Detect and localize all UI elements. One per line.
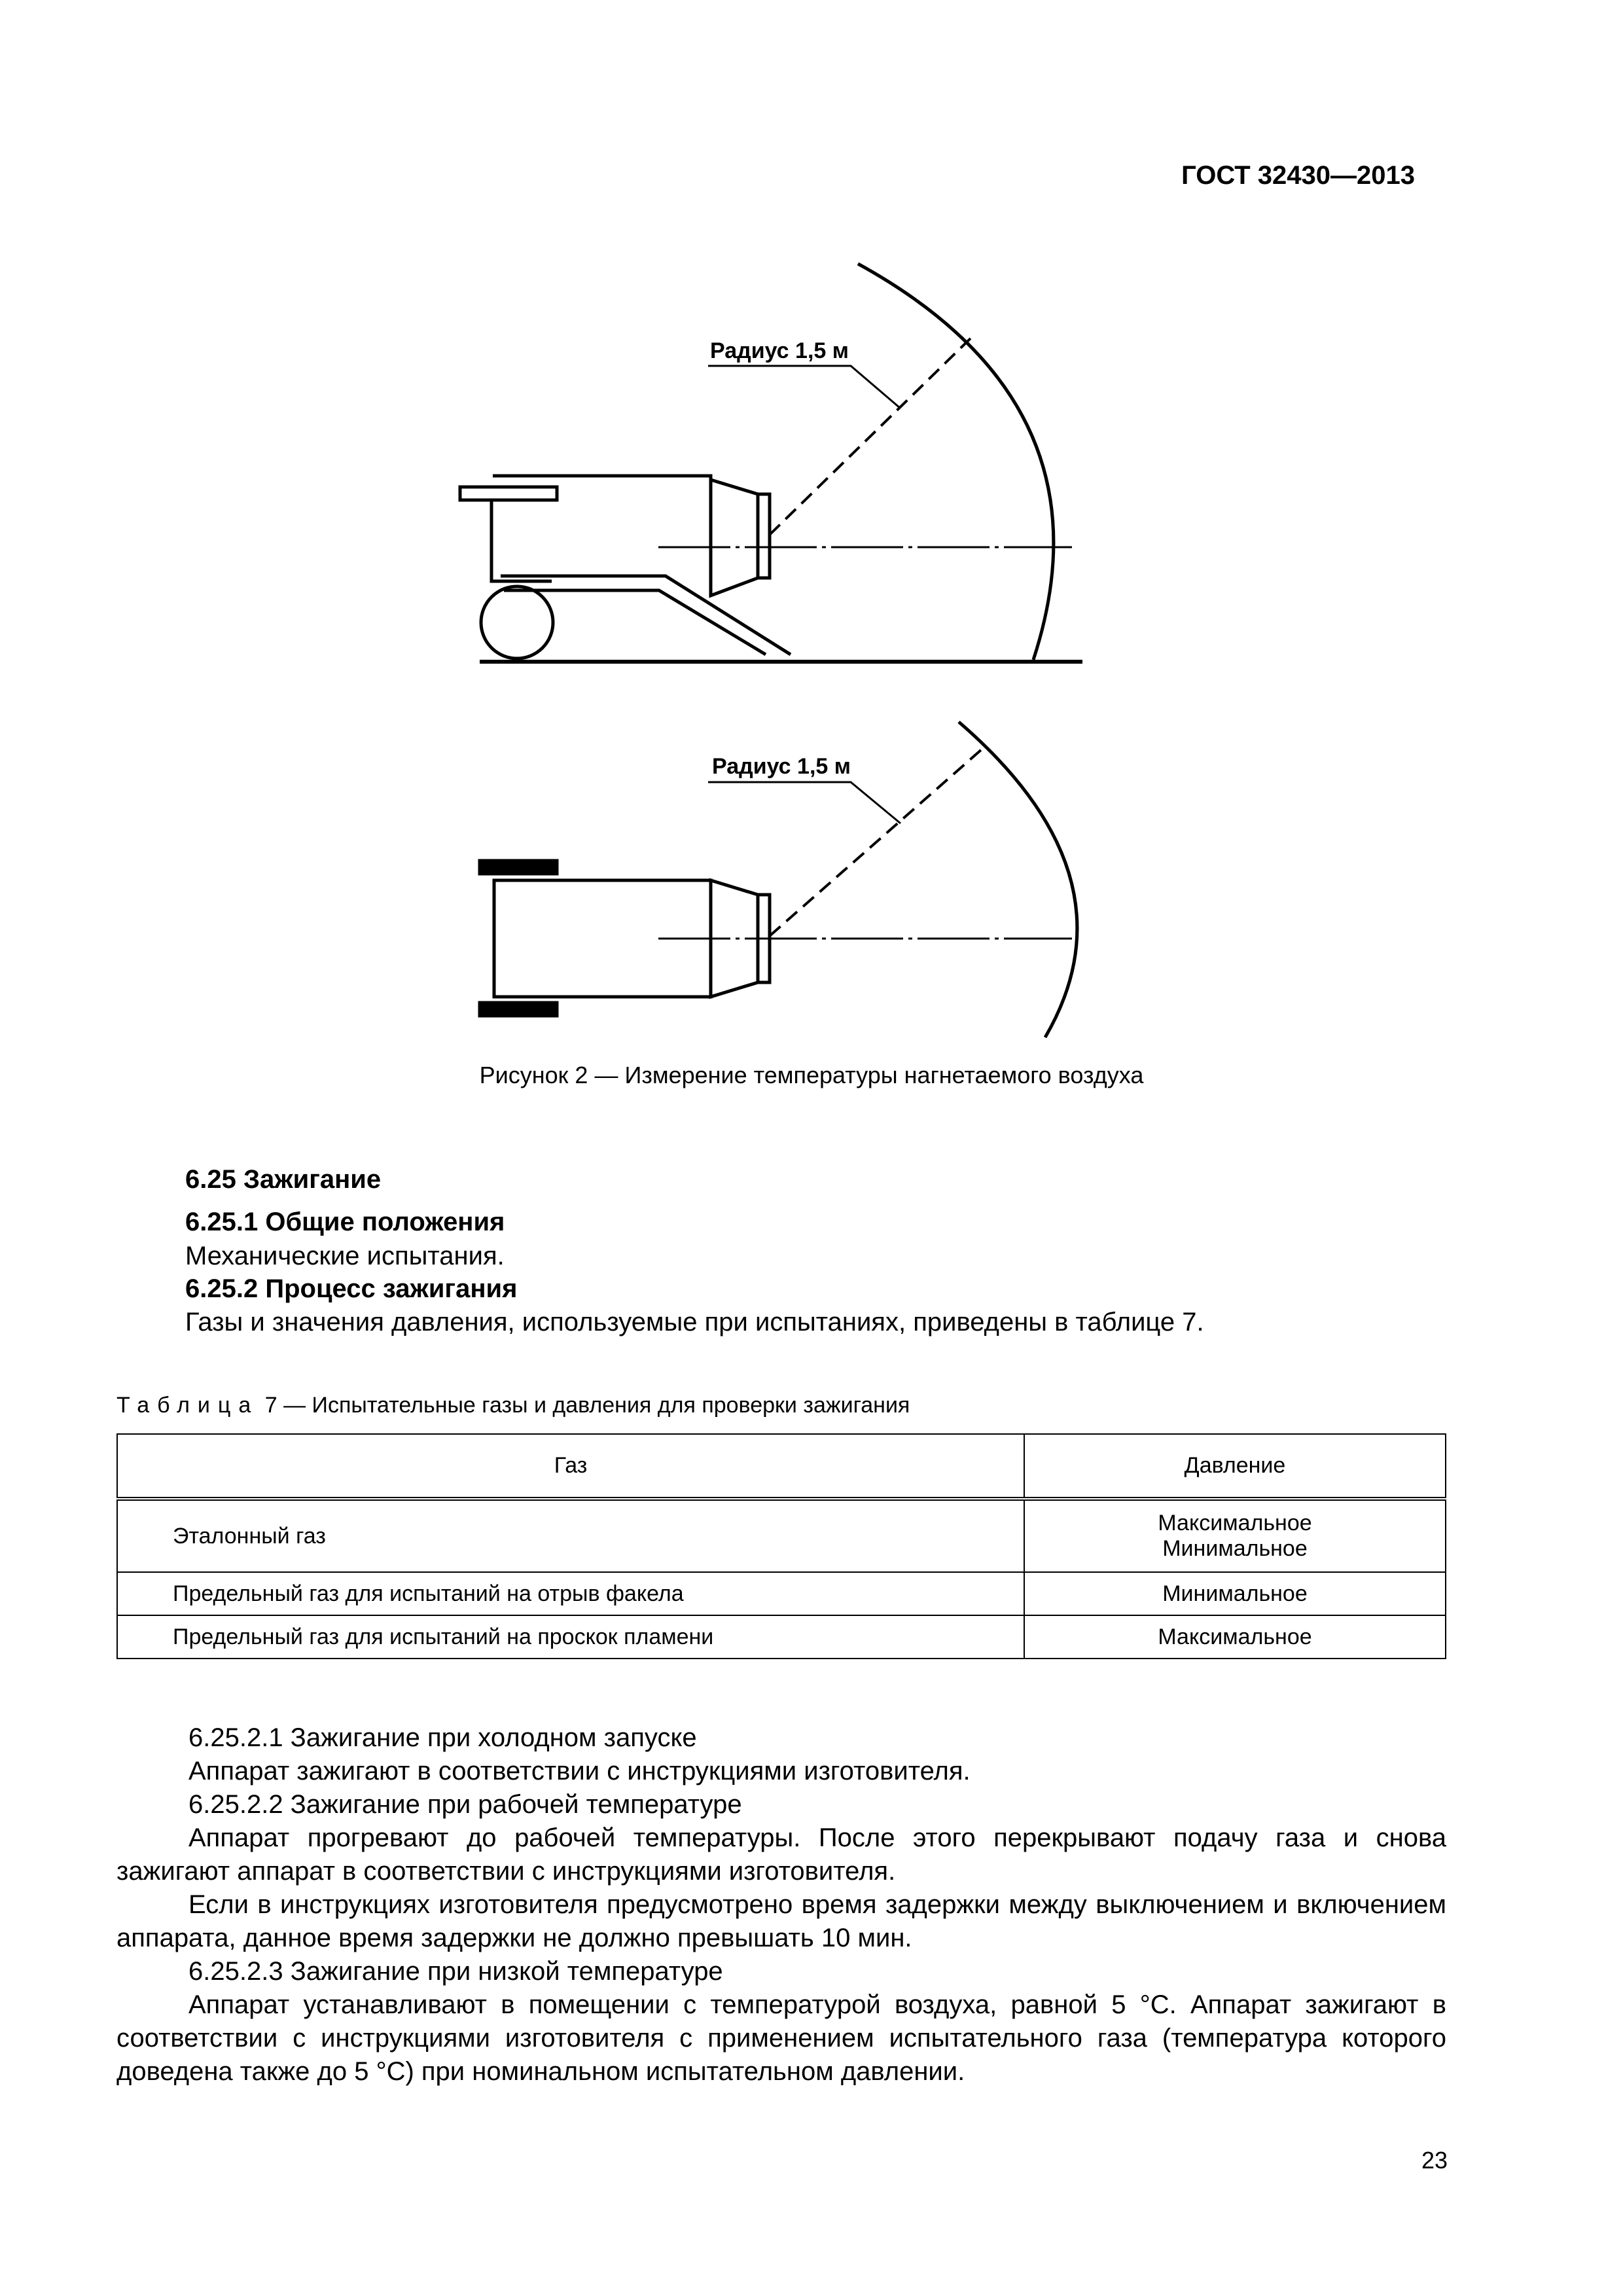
gas-cell: Предельный газ для испытаний на проскок пламени (117, 1615, 1024, 1659)
section-6-25-2-heading: 6.25.2 Процесс зажигания (185, 1274, 518, 1303)
heater-handle (460, 487, 557, 500)
clause-6-25-2-2: 6.25.2.2 Зажигание при рабочей температуре (188, 1790, 742, 1819)
section-6-25-heading: 6.25 Зажигание (185, 1165, 382, 1194)
body-text (116, 1721, 1446, 2089)
heater-outlet (758, 494, 770, 578)
table-header-row (117, 1434, 1446, 1499)
measurement-arc (858, 264, 1054, 660)
wheel-top (480, 861, 557, 874)
clause-6-25-2-2-text: Аппарат прогревают до рабочей температуры. После этого перекрывают подачу газа и снова зажигают аппарат в соответствии с инструкциями изготовителя. (116, 1823, 1446, 1886)
clause-6-25-2-3: 6.25.2.3 Зажигание при низкой температуре (188, 1957, 723, 1986)
radius-label-top: Радиус 1,5 м (710, 338, 849, 363)
pressure-value: Минимальное (1162, 1536, 1308, 1561)
label-leader (708, 366, 901, 408)
clause-6-25-2-1: 6.25.2.1 Зажигание при холодном запуске (188, 1723, 697, 1752)
gas-cell: Эталонный газ (117, 1499, 1024, 1572)
table-row (117, 1615, 1446, 1659)
pressure-cell: Минимальное (1024, 1572, 1446, 1615)
heater-body (493, 476, 711, 596)
wheel (481, 586, 553, 658)
test-gases-table (116, 1433, 1446, 1659)
measurement-arc-top (959, 722, 1077, 1037)
heater-body-rear (491, 500, 552, 581)
clause-6-25-2-2-note: Если в инструкциях изготовителя предусмотрено время задержки между выключением и включением аппарата, данное время задержки не должно превышать 10 мин. (116, 1890, 1446, 1952)
header-pressure: Давление (1024, 1434, 1446, 1499)
figure-heater-diagrams (0, 0, 1623, 1060)
header-gas: Газ (117, 1434, 1024, 1499)
table-row (117, 1499, 1446, 1572)
wheel-bottom (480, 1003, 557, 1016)
table-row (117, 1572, 1446, 1615)
section-6-25-2-text: Газы и значения давления, используемые при испытаниях, приведены в таблице 7. (185, 1308, 1204, 1336)
pressure-cell: Максимальное (1024, 1615, 1446, 1659)
figure-caption: Рисунок 2 — Измерение температуры нагнетаемого воздуха (479, 1062, 1144, 1088)
table-caption (116, 1393, 910, 1418)
page-number: 23 (1421, 2147, 1448, 2174)
pressure-cell (1024, 1499, 1446, 1572)
section-6-25-1-heading: 6.25.1 Общие положения (185, 1208, 505, 1236)
gas-cell: Предельный газ для испытаний на отрыв факела (117, 1572, 1024, 1615)
table-caption-prefix: Таблица (116, 1393, 259, 1418)
pressure-value: Максимальное (1158, 1511, 1312, 1535)
section-6-25-1-text: Механические испытания. (185, 1242, 505, 1270)
radius-label-bottom: Радиус 1,5 м (712, 754, 851, 779)
heater-side-view (460, 264, 1082, 662)
document-code: ГОСТ 32430—2013 (1181, 161, 1415, 190)
clause-6-25-2-1-text: Аппарат зажигают в соответствии с инструкциями изготовителя. (188, 1757, 971, 1785)
clause-6-25-2-3-text: Аппарат устанавливают в помещении с температурой воздуха, равной 5 °С. Аппарат зажигают в соответствии с инструкциями изготовителя с применением испытательного газа (температура которого доведена также до 5 °С) при номинальном испытательном давлении. (116, 1990, 1446, 2086)
label-leader-top (708, 782, 901, 823)
radius-line (770, 338, 971, 535)
heater-nozzle (711, 480, 758, 596)
table-caption-title: 7 — Испытательные газы и давления для проверки зажигания (259, 1393, 910, 1418)
